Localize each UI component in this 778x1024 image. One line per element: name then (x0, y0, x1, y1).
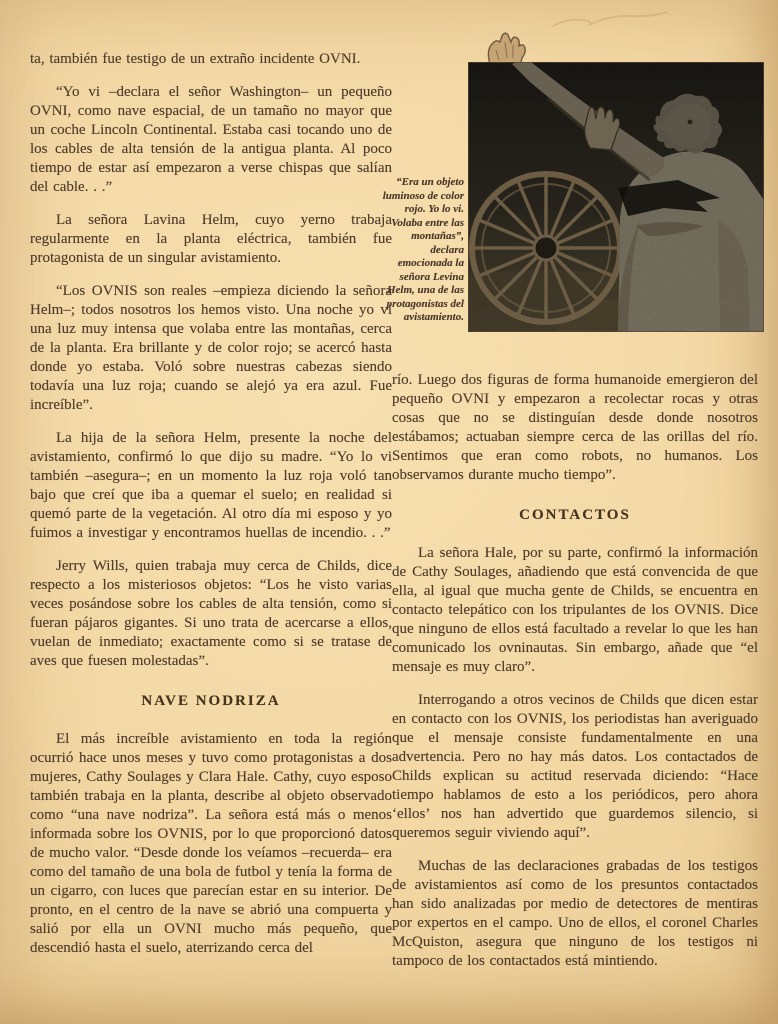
body-paragraph: La señora Lavina Helm, cuyo yerno trabaja regularmente en la planta eléctrica, también fue protagonista de un singular avistamiento. (30, 212, 392, 266)
photo-block (382, 30, 764, 336)
raised-hand-above-frame (488, 33, 525, 66)
body-paragraph: ta, también fue testigo de un extraño incidente OVNI. (30, 51, 361, 67)
body-paragraph: La hija de la señora Helm, presente la noche del avistamiento, confirmó lo que dijo su madre. “Yo lo vi también –asegura–; en un momento la luz roja voló tan bajo que creí que iba a quemar el suelo; en realidad si quemó parte de la vegetación. Al otro día mi esposo y yo fuimos a investigar y encontramos huellas de incendio. . .” (30, 430, 392, 541)
body-paragraph: Interrogando a otros vecinos de Childs que dicen estar en contacto con los OVNIS, los periodistas han averiguado que el mensaje consiste fundamentalmente en una advertencia. Pero no hay más datos. Los contactados de Childs explican su actitud reservada diciendo: “Hace tiempo hablamos de esto a los periódicos, pero ahora ‘ellos’ nos han advertido que guardemos silencio, si queremos seguir viviendo aquí”. (392, 692, 758, 841)
body-paragraph: “Los OVNIS son reales –empieza diciendo la señora Helm–; todos nosotros los hemos visto. Una noche yo vi una luz muy intensa que volaba entre las montañas, cerca de la planta. Era brillante y de color rojo; se acercó hasta donde yo estaba. Voló sobre nuestras cabezas siendo todavía una luz roja; cuando se alejó ya era azul. Fue increíble”. (30, 283, 392, 413)
body-paragraph: Jerry Wills, quien trabaja muy cerca de Childs, dice respecto a los misteriosos objetos: “Los he visto varias veces posándose sobre los cables de alta tensión, como si fueran pájaros gigantes. Si uno trata de acercarse a ellos, vuelan de inmediato; exactamente como si se tratase de aves que fuesen molestadas”. (30, 558, 392, 669)
body-paragraph: Muchas de las declaraciones grabadas de los testigos de avistamientos así como de los presuntos contactados han sido analizadas por medio de detectores de mentiras por expertos en el campo. Uno de ellos, el coronel Charles McQuiston, asegura que ninguno de los testigos ni tampoco de los contactados está mintiendo. (392, 858, 758, 969)
body-paragraph: río. Luego dos figuras de forma humanoide emergieron del pequeño OVNI y empezaron a recolectar rocas y otras cosas que no se distinguían desde donde nosotros estábamos; actuaban siempre cerca de las orillas del río. Sentimos que eran como robots, no humanos. Los observamos durante mucho tiempo”. (392, 372, 758, 483)
right-column (392, 371, 758, 985)
body-paragraph: El más increíble avistamiento en toda la región ocurrió hace unos meses y tuvo como protagonistas a dos mujeres, Cathy Soulages y Clara Hale. Cathy, cuyo esposo también trabaja en la planta, describe al objeto observado como “una nave nodriza”. La señora está más o menos informada sobre los OVNIS, por lo que proporcionó datos de mucho valor. “Desde donde los veíamos –recuerda– era como del tamaño de una bola de futbol y tenía la forma de un cigarro, con luces que parecían estar en su interior. De pronto, en el centro de la nave se abrió una compuerta y salió por ella un OVNI mucho más pequeño, que descendió hasta el suelo, aterrizando cerca del (30, 731, 392, 956)
body-paragraph: “Yo vi –declara el señor Washington– un pequeño OVNI, como nave espacial, de un tamaño no mayor que un coche Lincoln Continental. Estaba casi tocando uno de los cables de alta tensión de la antigua planta. Al poco tiempo de estar así empezaron a verse chispas que salían del cable. . .” (30, 84, 392, 195)
witness-photo (468, 30, 764, 332)
body-paragraph: La señora Hale, por su parte, confirmó la información de Cathy Soulages, añadiendo que está convencida de que ella, al igual que mucha gente de Childs, se encuentra en contacto telepático con los tripulantes de los OVNIS. Dice que ninguno de ellos está facultado a revelar lo que les han comunicado los ovninautas. Sin embargo, añade que “el mensaje es muy claro”. (392, 545, 758, 675)
section-heading: NAVE NODRIZA (141, 693, 281, 709)
section-heading: CONTACTOS (519, 507, 631, 523)
photo-caption: “Era un objeto luminoso de color rojo. Yo lo vi. Volaba entre las montañas”, declara emocionada la señora Levina Helm, una de las protagonistas del avistamiento. (382, 176, 464, 323)
left-column (30, 50, 392, 972)
